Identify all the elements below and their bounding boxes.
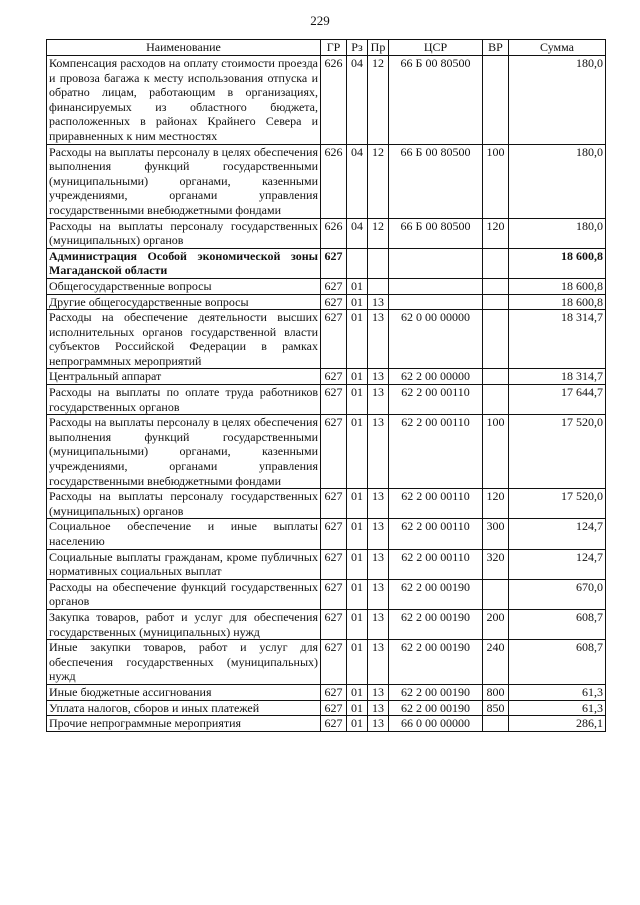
row-sum-cell: 180,0 [509, 144, 606, 218]
row-csr-cell: 66 0 00 00000 [389, 716, 483, 732]
row-pr-cell: 13 [368, 489, 389, 519]
row-gr-cell: 627 [321, 640, 347, 685]
table-row [47, 549, 606, 579]
row-rz-cell: 01 [347, 415, 368, 489]
row-name-cell: Социальное обеспечение и иные выплаты населению [47, 519, 321, 549]
row-pr-cell: 13 [368, 294, 389, 310]
table-row [47, 519, 606, 549]
row-rz-cell: 01 [347, 640, 368, 685]
row-sum-cell: 61,3 [509, 684, 606, 700]
table-row [47, 684, 606, 700]
row-vr-cell [483, 278, 509, 294]
row-name-cell: Расходы на выплаты по оплате труда работников государственных органов [47, 385, 321, 415]
row-rz-cell: 01 [347, 549, 368, 579]
row-gr-cell: 627 [321, 519, 347, 549]
table-row [47, 144, 606, 218]
row-gr-cell: 627 [321, 248, 347, 278]
table-row [47, 310, 606, 369]
row-sum-cell: 17 520,0 [509, 489, 606, 519]
row-vr-cell [483, 294, 509, 310]
row-csr-cell: 62 2 00 00000 [389, 369, 483, 385]
row-gr-cell: 627 [321, 579, 347, 609]
row-pr-cell: 13 [368, 385, 389, 415]
row-sum-cell: 18 600,8 [509, 294, 606, 310]
row-sum-cell: 17 520,0 [509, 415, 606, 489]
row-csr-cell [389, 294, 483, 310]
table-row [47, 700, 606, 716]
row-pr-cell: 12 [368, 56, 389, 145]
row-vr-cell [483, 248, 509, 278]
row-gr-cell: 627 [321, 385, 347, 415]
row-vr-cell [483, 369, 509, 385]
row-gr-cell: 627 [321, 415, 347, 489]
row-name-cell: Расходы на выплаты персоналу государственных (муниципальных) органов [47, 218, 321, 248]
row-rz-cell: 01 [347, 369, 368, 385]
row-name-cell: Расходы на выплаты персоналу в целях обеспечения выполнения функций государственными (муниципальными) органами, казенными учреждениями, органами управления государственными внебюджетными фондами [47, 144, 321, 218]
row-csr-cell: 62 2 00 00190 [389, 579, 483, 609]
row-csr-cell [389, 248, 483, 278]
row-vr-cell: 300 [483, 519, 509, 549]
row-gr-cell: 627 [321, 294, 347, 310]
row-vr-cell: 800 [483, 684, 509, 700]
row-sum-cell: 286,1 [509, 716, 606, 732]
row-vr-cell: 100 [483, 415, 509, 489]
header-gr: ГР [321, 40, 347, 56]
row-name-cell: Уплата налогов, сборов и иных платежей [47, 700, 321, 716]
row-name-cell: Общегосударственные вопросы [47, 278, 321, 294]
row-name-cell: Социальные выплаты гражданам, кроме публичных нормативных социальных выплат [47, 549, 321, 579]
table-header-row [47, 40, 606, 56]
row-sum-cell: 18 314,7 [509, 369, 606, 385]
row-gr-cell: 627 [321, 489, 347, 519]
row-pr-cell: 13 [368, 609, 389, 639]
row-csr-cell: 62 0 00 00000 [389, 310, 483, 369]
table-row [47, 248, 606, 278]
row-gr-cell: 627 [321, 700, 347, 716]
row-sum-cell: 18 600,8 [509, 248, 606, 278]
row-sum-cell: 61,3 [509, 700, 606, 716]
row-pr-cell [368, 248, 389, 278]
row-vr-cell: 240 [483, 640, 509, 685]
table-row [47, 609, 606, 639]
budget-table [46, 39, 606, 732]
row-pr-cell: 13 [368, 310, 389, 369]
row-csr-cell: 62 2 00 00190 [389, 684, 483, 700]
row-pr-cell: 13 [368, 579, 389, 609]
row-csr-cell: 62 2 00 00110 [389, 489, 483, 519]
row-gr-cell: 626 [321, 144, 347, 218]
row-csr-cell: 62 2 00 00190 [389, 609, 483, 639]
row-sum-cell: 608,7 [509, 640, 606, 685]
row-gr-cell: 627 [321, 369, 347, 385]
table-row [47, 579, 606, 609]
row-name-cell: Расходы на обеспечение функций государственных органов [47, 579, 321, 609]
row-name-cell: Администрация Особой экономической зоны Магаданской области [47, 248, 321, 278]
row-vr-cell [483, 579, 509, 609]
row-sum-cell: 17 644,7 [509, 385, 606, 415]
row-rz-cell: 01 [347, 385, 368, 415]
row-gr-cell: 627 [321, 716, 347, 732]
row-pr-cell: 13 [368, 519, 389, 549]
row-gr-cell: 627 [321, 684, 347, 700]
row-vr-cell: 120 [483, 218, 509, 248]
header-csr: ЦСР [389, 40, 483, 56]
row-name-cell: Расходы на обеспечение деятельности высших исполнительных органов государственной власти субъектов Российской Федерации в рамках непрограммных мероприятий [47, 310, 321, 369]
row-rz-cell: 01 [347, 716, 368, 732]
table-row [47, 218, 606, 248]
row-gr-cell: 627 [321, 310, 347, 369]
header-name: Наименование [47, 40, 321, 56]
row-rz-cell: 01 [347, 609, 368, 639]
table-row [47, 716, 606, 732]
row-sum-cell: 124,7 [509, 519, 606, 549]
table-row [47, 56, 606, 145]
header-rz: Рз [347, 40, 368, 56]
table-row [47, 369, 606, 385]
row-csr-cell: 62 2 00 00110 [389, 549, 483, 579]
row-rz-cell [347, 248, 368, 278]
row-rz-cell: 04 [347, 144, 368, 218]
row-gr-cell: 626 [321, 56, 347, 145]
row-pr-cell: 12 [368, 144, 389, 218]
row-name-cell: Прочие непрограммные мероприятия [47, 716, 321, 732]
row-name-cell: Расходы на выплаты персоналу в целях обеспечения выполнения функций государственными (муниципальными) органами, казенными учреждениями, органами управления государственными внебюджетными фондами [47, 415, 321, 489]
row-sum-cell: 124,7 [509, 549, 606, 579]
table-row [47, 294, 606, 310]
header-vr: ВР [483, 40, 509, 56]
row-sum-cell: 608,7 [509, 609, 606, 639]
row-name-cell: Компенсация расходов на оплату стоимости проезда и провоза багажа к месту использования отпуска и обратно лицам, работающим в организациях, финансируемых из областного бюджета, расположенных в районах Крайнего Севера и приравненных к ним местностях [47, 56, 321, 145]
row-name-cell: Другие общегосударственные вопросы [47, 294, 321, 310]
table-row [47, 489, 606, 519]
page-number: 229 [310, 13, 330, 28]
header-sum: Сумма [509, 40, 606, 56]
row-pr-cell: 13 [368, 640, 389, 685]
row-sum-cell: 670,0 [509, 579, 606, 609]
row-name-cell: Центральный аппарат [47, 369, 321, 385]
row-rz-cell: 01 [347, 310, 368, 369]
row-vr-cell: 320 [483, 549, 509, 579]
table-row [47, 385, 606, 415]
row-rz-cell: 01 [347, 579, 368, 609]
row-rz-cell: 01 [347, 684, 368, 700]
header-pr: Пр [368, 40, 389, 56]
row-csr-cell: 66 Б 00 80500 [389, 218, 483, 248]
row-csr-cell [389, 278, 483, 294]
row-vr-cell [483, 56, 509, 145]
row-pr-cell: 13 [368, 415, 389, 489]
table-row [47, 415, 606, 489]
row-pr-cell: 13 [368, 369, 389, 385]
table-row [47, 278, 606, 294]
row-pr-cell: 13 [368, 700, 389, 716]
row-vr-cell: 200 [483, 609, 509, 639]
row-sum-cell: 180,0 [509, 218, 606, 248]
row-rz-cell: 01 [347, 700, 368, 716]
row-name-cell: Иные бюджетные ассигнования [47, 684, 321, 700]
row-vr-cell [483, 310, 509, 369]
row-name-cell: Иные закупки товаров, работ и услуг для обеспечения государственных (муниципальных) нужд [47, 640, 321, 685]
row-csr-cell: 62 2 00 00110 [389, 385, 483, 415]
row-vr-cell: 120 [483, 489, 509, 519]
row-rz-cell: 01 [347, 278, 368, 294]
row-gr-cell: 627 [321, 278, 347, 294]
row-pr-cell: 13 [368, 549, 389, 579]
row-rz-cell: 04 [347, 218, 368, 248]
row-csr-cell: 66 Б 00 80500 [389, 144, 483, 218]
row-rz-cell: 04 [347, 56, 368, 145]
row-pr-cell [368, 278, 389, 294]
row-rz-cell: 01 [347, 294, 368, 310]
row-rz-cell: 01 [347, 489, 368, 519]
row-vr-cell [483, 385, 509, 415]
row-sum-cell: 18 314,7 [509, 310, 606, 369]
row-name-cell: Расходы на выплаты персоналу государственных (муниципальных) органов [47, 489, 321, 519]
table-row [47, 640, 606, 685]
row-vr-cell [483, 716, 509, 732]
row-vr-cell: 850 [483, 700, 509, 716]
row-sum-cell: 18 600,8 [509, 278, 606, 294]
row-csr-cell: 62 2 00 00190 [389, 700, 483, 716]
row-vr-cell: 100 [483, 144, 509, 218]
row-gr-cell: 627 [321, 549, 347, 579]
row-pr-cell: 12 [368, 218, 389, 248]
row-csr-cell: 62 2 00 00110 [389, 415, 483, 489]
row-gr-cell: 627 [321, 609, 347, 639]
row-csr-cell: 66 Б 00 80500 [389, 56, 483, 145]
row-name-cell: Закупка товаров, работ и услуг для обеспечения государственных (муниципальных) нужд [47, 609, 321, 639]
row-pr-cell: 13 [368, 684, 389, 700]
row-csr-cell: 62 2 00 00110 [389, 519, 483, 549]
row-sum-cell: 180,0 [509, 56, 606, 145]
row-pr-cell: 13 [368, 716, 389, 732]
row-rz-cell: 01 [347, 519, 368, 549]
row-gr-cell: 626 [321, 218, 347, 248]
row-csr-cell: 62 2 00 00190 [389, 640, 483, 685]
